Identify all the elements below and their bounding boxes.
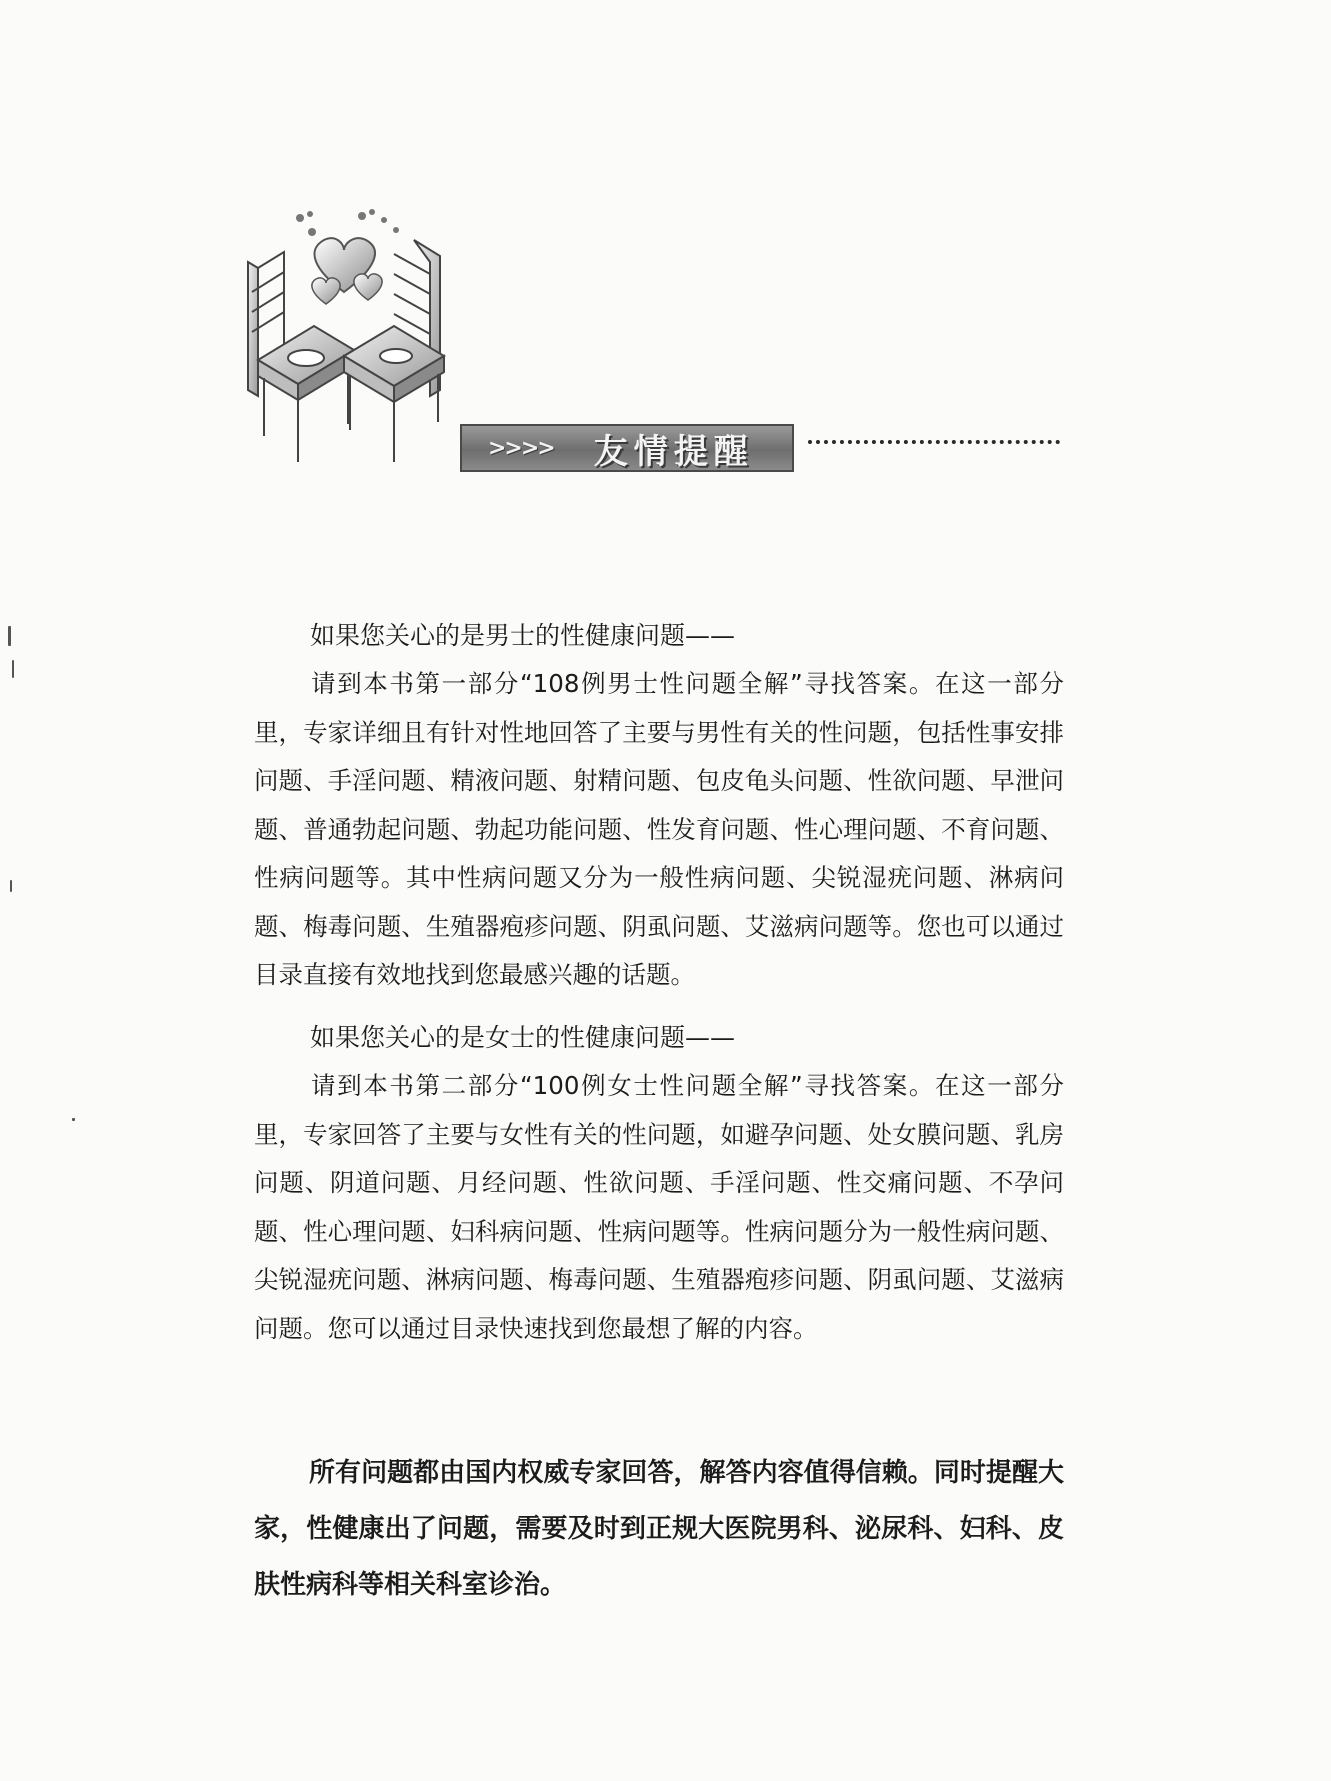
closing-paragraph: 所有问题都由国内权威专家回答，解答内容值得信赖。同时提醒大家，性健康出了问题，需要及时到正规大医院男科、泌尿科、妇科、皮肤性病科等相关科室诊治。 xyxy=(254,1458,1064,1600)
scan-mark xyxy=(10,880,12,892)
dotted-leader xyxy=(808,440,1060,444)
scan-mark xyxy=(72,1118,75,1121)
section-body: 请到本书第二部分“100例女士性问题全解”寻找答案。在这一部分里，专家回答了主要与女性有关的性问题，如避孕问题、处女膜问题、乳房问题、阴道问题、月经问题、性欲问题、手淫问题、性交痛问题、不孕问题、性心理问题、妇科病问题、性病问题等。性病问题分为一般性病问题、尖锐湿疣问题、淋病问题、梅毒问题、生殖器疱疹问题、阴虱问题、艾滋病问题。您可以通过目录快速找到您最想了解的内容。 xyxy=(254,1071,1064,1343)
section-men xyxy=(254,612,1064,1000)
scan-mark xyxy=(12,660,14,678)
section-heading: 如果您关心的是女士的性健康问题—— xyxy=(310,1023,736,1052)
section-body: 请到本书第一部分“108例男士性问题全解”寻找答案。在这一部分里，专家详细且有针对性地回答了主要与男性有关的性问题，包括性事安排问题、手淫问题、精液问题、射精问题、包皮龟头问题、性欲问题、早泄问题、普通勃起问题、勃起功能问题、性发育问题、性心理问题、不育问题、性病问题等。其中性病问题又分为一般性病问题、尖锐湿疣问题、淋病问题、梅毒问题、生殖器疱疹问题、阴虱问题、艾滋病问题等。您也可以通过目录直接有效地找到您最感兴趣的话题。 xyxy=(254,669,1064,989)
section-women xyxy=(254,1014,1064,1353)
arrows-icon: >>>> xyxy=(488,435,554,461)
scan-mark xyxy=(8,626,11,646)
section-heading: 如果您关心的是男士的性健康问题—— xyxy=(310,621,736,650)
small-hearts-icon xyxy=(296,209,399,236)
banner-title: 友情提醒 xyxy=(593,431,754,472)
section-banner xyxy=(460,424,794,472)
